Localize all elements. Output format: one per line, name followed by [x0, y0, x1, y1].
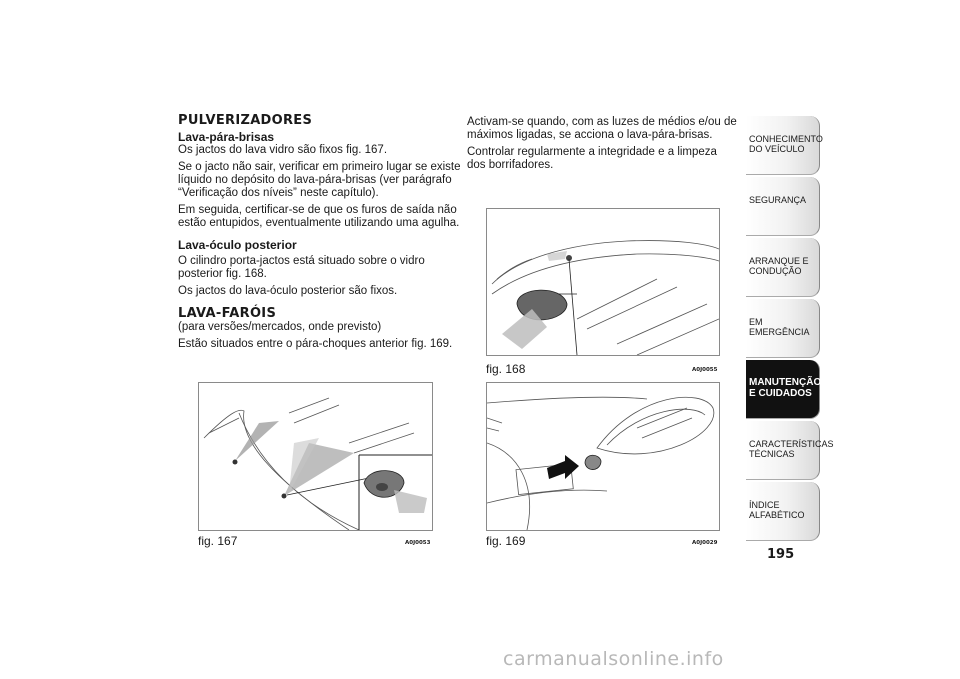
section-heading-pulverizadores: PULVERIZADORES: [178, 113, 313, 128]
rear-washer-illustration: [487, 209, 719, 355]
tab-arranque-e-conducao[interactable]: ARRANQUE E CONDUÇÃO: [746, 238, 820, 297]
tab-manutencao-e-cuidados[interactable]: MANUTENÇÃO E CUIDADOS: [746, 360, 820, 419]
figure-169-code: A0J0029: [692, 540, 718, 546]
subheading-lava-para-brisas: Lava-pára-brisas: [178, 130, 275, 144]
headlamp-washer-illustration: [487, 383, 719, 530]
figure-168-code: A0J0055: [692, 367, 718, 373]
paragraph: Os jactos do lava-óculo posterior são fixos.: [178, 285, 398, 297]
paragraph: O cilindro porta-jactos está situado sobre o vidro posterior fig. 168.: [178, 255, 425, 280]
tab-em-emergencia[interactable]: EM EMERGÊNCIA: [746, 299, 820, 358]
watermark: carmanualsonline.info: [503, 648, 724, 670]
figure-168-image: [486, 208, 720, 356]
paragraph: Estão situados entre o pára-choques anterior fig. 169.: [178, 338, 453, 350]
paragraph: Em seguida, certificar-se de que os furos de saída não estão entupidos, eventualmente utilizando uma agulha.: [178, 204, 460, 229]
tab-caracteristicas-tecnicas[interactable]: CARACTERÍSTICAS TÉCNICAS: [746, 421, 820, 480]
tab-conhecimento-do-veiculo[interactable]: CONHECIMENTO DO VEÍCULO: [746, 116, 820, 175]
page-number: 195: [767, 547, 795, 562]
tab-indice-alfabetico[interactable]: ÍNDICE ALFABÉTICO: [746, 482, 820, 541]
figure-167-image: [198, 382, 433, 531]
figure-169-image: [486, 382, 720, 531]
subheading-lava-oculo-posterior: Lava-óculo posterior: [178, 238, 297, 252]
windscreen-jets-illustration: [199, 383, 432, 530]
paragraph: Activam-se quando, com as luzes de médios e/ou de máximos ligadas, se acciona o lava-pára-brisas.: [467, 116, 737, 141]
figure-168-caption: fig. 168: [486, 362, 526, 376]
right-column: [467, 116, 737, 176]
paragraph: Se o jacto não sair, verificar em primeiro lugar se existe líquido no depósito do lava-pára-brisas (ver parágrafo “Verificação dos níveis” neste capítulo).: [178, 161, 461, 199]
figure-169-caption: fig. 169: [486, 534, 526, 548]
figure-167-code: A0J0053: [405, 540, 431, 546]
section-heading-lava-farois: LAVA-FARÓIS: [178, 306, 277, 321]
figure-167-caption: fig. 167: [198, 534, 238, 548]
left-column: [178, 113, 463, 355]
paragraph: Controlar regularmente a integridade e a limpeza dos borrifadores.: [467, 146, 717, 171]
paragraph: (para versões/mercados, onde previsto): [178, 321, 382, 333]
paragraph: Os jactos do lava vidro são fixos fig. 167.: [178, 144, 388, 156]
tab-seguranca[interactable]: SEGURANÇA: [746, 177, 820, 236]
